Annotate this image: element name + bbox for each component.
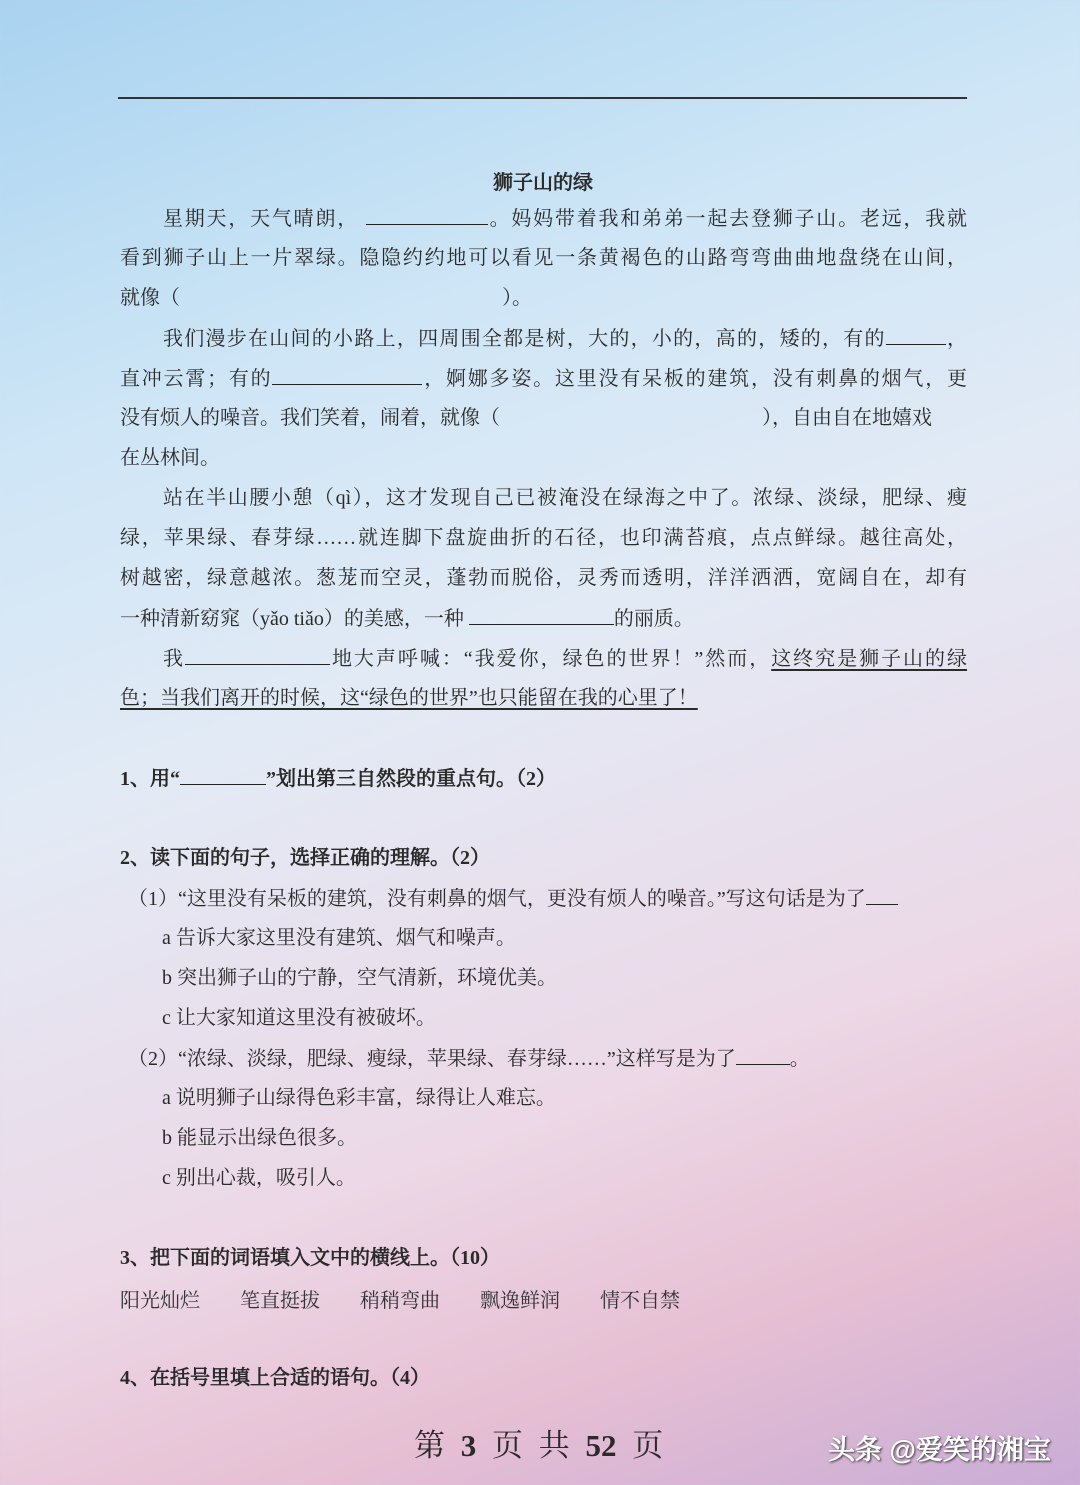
fill-blank[interactable] <box>866 884 898 905</box>
question-1: 1、用“ ”划出第三自然段的重点句。（2） <box>120 764 967 793</box>
passage-line: 星期天，天气晴朗， 。妈妈带着我和弟弟一起去登狮子山。老远，我就 <box>120 204 967 233</box>
option-a[interactable]: a 告诉大家这里没有建筑、烟气和噪声。 <box>162 927 516 949</box>
fill-blank[interactable] <box>469 604 614 625</box>
passage-line: 站在半山腰小憩（qì），这才发现自己已被淹没在绿海之中了。浓绿、淡绿，肥绿、瘦 <box>163 487 967 509</box>
question-2-1: （1）“这里没有呆板的建筑，没有刺鼻的烟气，更没有烦人的噪音。”写这句话是为了 <box>128 884 975 913</box>
fill-blank[interactable] <box>185 644 330 665</box>
word-option: 飘逸鲜润 <box>480 1290 560 1312</box>
word-option: 情不自禁 <box>600 1290 680 1312</box>
fill-blank[interactable] <box>886 324 946 345</box>
option-b[interactable]: b 突出狮子山的宁静，空气清新，环境优美。 <box>162 967 557 989</box>
passage-line: 树越密，绿意越浓。葱茏而空灵，蓬勃而脱俗，灵秀而透明，洋洋洒洒，宽阔自在，却有 <box>120 567 967 589</box>
passage-line: 看到狮子山上一片翠绿。隐隐约约地可以看见一条黄褐色的山路弯弯曲曲地盘绕在山间， <box>120 247 967 269</box>
option-c[interactable]: c 别出心裁，吸引人。 <box>162 1167 356 1189</box>
passage-line: 就像（ ）。 <box>120 287 532 309</box>
passage-line: 直冲云霄；有的 ，婀娜多姿。这里没有呆板的建筑，没有刺鼻的烟气，更 <box>120 364 967 393</box>
fill-blank[interactable] <box>272 364 422 385</box>
passage-line: 我们漫步在山间的小路上，四周围全都是树，大的，小的，高的，矮的，有的 ， <box>120 324 967 353</box>
fill-blank[interactable] <box>736 1044 790 1065</box>
header-rule <box>118 97 967 99</box>
word-option: 笔直挺拔 <box>240 1290 320 1312</box>
passage-line <box>120 684 967 712</box>
question-4: 4、在括号里填上合适的语句。（4） <box>120 1367 430 1389</box>
key-sentence: 这终究是狮子山的绿 <box>771 648 968 670</box>
passage-line: 我 地大声呼喊：“我爱你，绿色的世界！”然而，这终究是狮子山的绿 <box>120 644 967 673</box>
passage-line: 在丛林间。 <box>120 447 220 469</box>
word-option: 阳光灿烂 <box>120 1290 200 1312</box>
passage-title: 狮子山的绿 <box>493 172 593 194</box>
passage-line: 一种清新窈窕（yǎo tiǎo）的美感，一种 的丽质。 <box>120 604 967 633</box>
question-2-2: （2）“浓绿、淡绿，肥绿、瘦绿，苹果绿、春芽绿……”这样写是为了 。 <box>128 1044 975 1073</box>
key-sentence: 色；当我们离开的时候，这“绿色的世界”也只能留在我的心里了！ <box>120 687 698 709</box>
option-c[interactable]: c 让大家知道这里没有被破坏。 <box>162 1007 436 1029</box>
question-3: 3、把下面的词语填入文中的横线上。（10） <box>120 1247 500 1269</box>
passage-line: 没有烦人的噪音。我们笑着，闹着，就像（ ），自由自在地嬉戏 <box>120 407 932 429</box>
page-number: 第 3 页 共 52 页 <box>414 1428 664 1463</box>
fill-blank[interactable] <box>180 764 266 785</box>
question-2: 2、读下面的句子，选择正确的理解。（2） <box>120 847 490 869</box>
option-a[interactable]: a 说明狮子山绿得色彩丰富，绿得让人难忘。 <box>162 1087 556 1109</box>
watermark: 头条 @爱笑的湘宝 <box>828 1435 1051 1465</box>
word-option: 稍稍弯曲 <box>360 1290 440 1312</box>
passage-line: 绿，苹果绿、春芽绿……就连脚下盘旋曲折的石径，也印满苔痕，点点鲜绿。越往高处， <box>120 527 967 549</box>
fill-blank[interactable] <box>366 204 488 225</box>
option-b[interactable]: b 能显示出绿色很多。 <box>162 1127 357 1149</box>
